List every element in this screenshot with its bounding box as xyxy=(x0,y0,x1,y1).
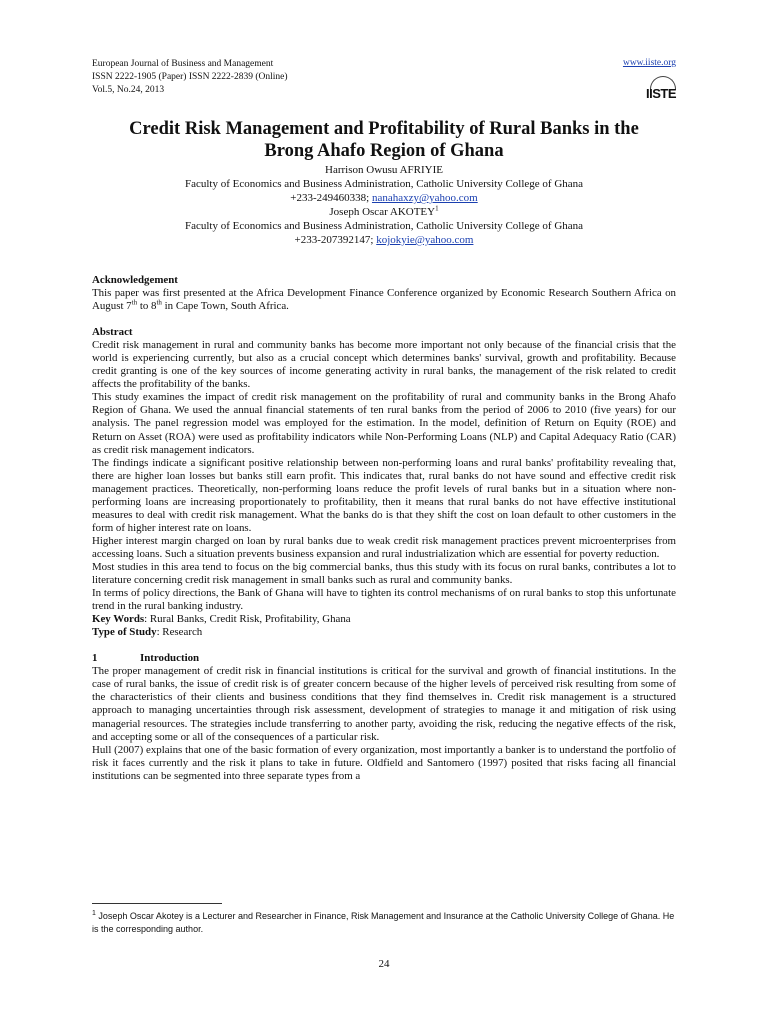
keywords-value: : Rural Banks, Credit Risk, Profitability, Ghana xyxy=(144,613,351,626)
iiste-logo-icon xyxy=(646,76,676,102)
author1-affiliation: Faculty of Economics and Business Administration, Catholic University College of Ghana xyxy=(184,178,584,190)
study-type-value: : Research xyxy=(156,626,203,639)
ack-text-part-b: to 8 xyxy=(137,300,157,313)
journal-issn: ISSN 2222-1905 (Paper) ISSN 2222-2839 (Online) xyxy=(92,72,288,82)
section-title: Introduction xyxy=(140,652,200,665)
introduction-paragraph: The proper management of credit risk in financial institutions is critical for the survival and growth of financial institutions. In the case of rural banks, the issue of credit risk is of greater concern because of the higher levels of perceived risk resulting from some of the characteristics of their clients and business conditions that they find themselves in. Credit risk management is a structured approach to managing uncertainties through risk assessment, development of strategies to manage it and mitigation of risk using managerial resources. The strategies include transferring to another party, avoiding the risk, reducing the negative effects of the risk, and accepting some or all of the consequences of a particular risk. xyxy=(92,665,676,743)
title-line-1: Credit Risk Management and Profitability of Rural Banks in the xyxy=(129,119,639,139)
author2-affiliation: Faculty of Economics and Business Administration, Catholic University College of Ghana xyxy=(184,220,584,232)
abstract-heading: Abstract xyxy=(92,326,133,339)
journal-volume: Vol.5, No.24, 2013 xyxy=(92,85,165,95)
author2-contact xyxy=(92,234,676,247)
author1-email-link[interactable]: nanahaxzy@yahoo.com xyxy=(371,192,478,204)
ack-text-part-a: This paper was first presented at the Africa Development Finance Conference organized by Economic Research Southern Africa on August 7 xyxy=(92,287,676,313)
acknowledgement-text xyxy=(92,287,676,313)
acknowledgement-heading: Acknowledgement xyxy=(92,274,178,286)
abstract-paragraph: In terms of policy directions, the Bank of Ghana will have to tighten its control mechanisms of on rural banks to stop this unfortunate trend in the rural banking industry. xyxy=(92,587,676,613)
author2-footnote-marker[interactable]: 1 xyxy=(435,204,439,213)
ack-sup-2: th xyxy=(156,298,162,307)
author1-contact xyxy=(92,192,676,205)
author1-name: Harrison Owusu AFRIYIE xyxy=(325,164,443,176)
author2-phone: +233-207392147; xyxy=(294,234,377,246)
introduction-paragraph: Hull (2007) explains that one of the basic formation of every organization, most importantly a banker is to understand the portfolio of risk it faces currently and the risk it plans to take in future. Oldfield and Santomero (1997) posited that risks facing all financial institutions can be segmented into three separate types from a xyxy=(92,743,676,782)
introduction-heading xyxy=(92,652,676,665)
journal-header xyxy=(92,58,288,97)
author2-name: Joseph Oscar AKOTEY xyxy=(329,206,436,218)
paper-title xyxy=(92,118,676,162)
footnote-text: Joseph Oscar Akotey is a Lecturer and Researcher in Finance, Risk Management and Insurance at the Catholic University College of Ghana. He is the corresponding author. xyxy=(92,911,675,934)
journal-url-link[interactable]: www.iiste.org xyxy=(622,58,676,68)
ack-text-part-c: in Cape Town, South Africa. xyxy=(161,300,289,313)
paper-body xyxy=(92,274,676,783)
ack-sup-1: th xyxy=(131,298,138,307)
abstract-paragraph: Credit risk management in rural and community banks has become more important not only because of the financial crisis that the world is experiencing currently, but also as a crucial concept which determines banks' survival, growth and profitability. Because credit granting is one of the key sources of income generating activity in rural banks, the management of the risk related to credit affects the profitability of the banks. xyxy=(92,339,676,391)
keywords-line xyxy=(92,613,676,626)
footnote-marker: 1 xyxy=(92,910,96,917)
author1-phone: +233-249460338; xyxy=(290,192,372,204)
journal-name: European Journal of Business and Management xyxy=(92,59,274,69)
study-type-label: Type of Study xyxy=(92,626,157,639)
author2-email-link[interactable]: kojokyie@yahoo.com xyxy=(376,234,474,246)
section-number: 1 xyxy=(92,652,98,665)
abstract-paragraph: The findings indicate a significant positive relationship between non-performing loans and rural banks' profitability revealing that, there are higher loan losses but banks still earn profit. This indicates that, rural banks do not have sound and effective credit risk management practices. Theoretically, non-performing loans reduce the profit levels of rural banks but in a situation where non-performing loans are increasing proportionately to profitability, then it means that rural banks do not have effective institutional measures to deal with credit risk management. What the banks do is that they shift the cost on loan default to other customers in the form of higher interest rate on loans. xyxy=(92,456,676,534)
abstract-paragraph: Most studies in this area tend to focus on the big commercial banks, thus this study with its focus on rural banks, contributes a lot to literature concerning credit risk management in small banks such as rural and community banks. xyxy=(92,560,676,587)
author2-name-line xyxy=(92,206,676,219)
abstract-paragraph: Higher interest margin charged on loan by rural banks due to weak credit risk management practices prevent microenterprises from accessing loans. Such a situation prevents business expansion and rural industrialization which are essential for poverty reduction. xyxy=(92,534,676,560)
keywords-label: Key Words xyxy=(92,613,145,626)
footnote xyxy=(92,910,676,935)
footnote-divider xyxy=(92,903,222,904)
abstract-paragraph: This study examines the impact of credit risk management on the profitability of rural and community banks in the Brong Ahafo Region of Ghana. We used the annual financial statements of ten rural banks from the period of 2006 to 2010 (five years) for our analysis. The panel regression model was employed for the estimation. In the model, definition of Return on Equity (ROE) and Return on Asset (ROA) were used as profitability indicators while Non-Performing Loans (NLP) and Capital Adequacy Ratio (CAR) as credit risk management indicators. xyxy=(92,391,676,456)
study-type-line xyxy=(92,626,676,639)
page-number: 24 xyxy=(378,958,390,970)
title-line-2: Brong Ahafo Region of Ghana xyxy=(264,141,504,161)
logo-text: IISTE xyxy=(645,86,676,101)
